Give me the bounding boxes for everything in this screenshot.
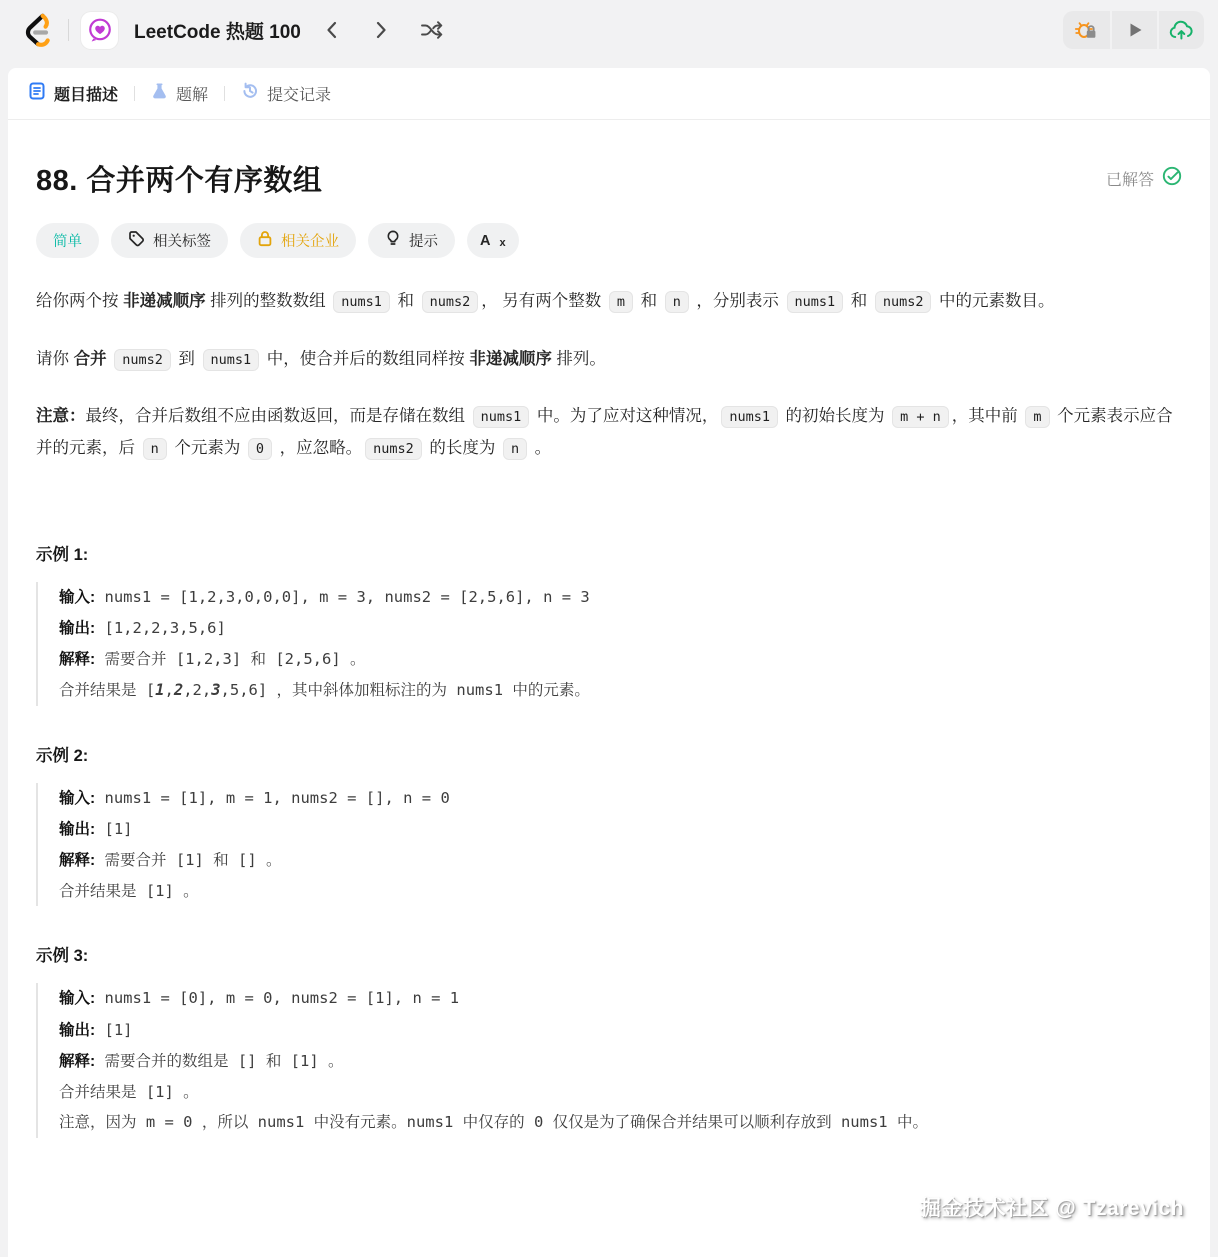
tab-solutions[interactable] <box>151 82 208 105</box>
font-size-label-x: x <box>499 236 506 249</box>
hint-button[interactable] <box>368 223 455 258</box>
description-doc-icon <box>28 82 46 105</box>
flask-icon <box>151 82 168 105</box>
debug-lock-icon[interactable] <box>1063 11 1110 49</box>
top-bar <box>0 0 1218 60</box>
tag-icon <box>128 230 145 251</box>
example-explanation-line: 合并结果是 [1,2,2,3,5,6] ，其中斜体加粗标注的为 nums1 中的元素。 <box>59 681 590 700</box>
example-input-line: 输入: nums1 = [1], m = 1, nums2 = [], n = 0 <box>59 788 450 807</box>
watermark: 掘金技术社区 @ Tzarevich <box>919 1197 1184 1220</box>
tab-submissions-label: 提交记录 <box>267 87 332 104</box>
example-1-heading: 示例 1: <box>36 545 89 564</box>
font-size-label-a: A <box>480 232 491 249</box>
example-input-line: 输入: nums1 = [0], m = 0, nums2 = [1], n = 1 <box>59 989 460 1008</box>
tab-submissions[interactable] <box>241 82 331 105</box>
lock-icon <box>257 230 273 251</box>
example-2-heading: 示例 2: <box>36 746 89 765</box>
example-note-line: 注意，因为 m = 0 ，所以 nums1 中没有元素。nums1 中仅存的 0 仅仅是为了确保合并结果可以顺利存放到 nums1 中。 <box>59 1113 928 1132</box>
example-explanation-line: 解释: 需要合并 [1] 和 [] 。 <box>59 851 282 869</box>
check-circle-icon <box>1162 166 1182 191</box>
solved-label: 已解答 <box>1105 172 1154 189</box>
problem-title: 88. 合并两个有序数组 <box>36 165 323 197</box>
example-3-heading: 示例 3: <box>36 947 89 966</box>
hint-label: 提示 <box>409 234 438 250</box>
example-explanation-line: 合并结果是 [1] 。 <box>59 1083 199 1102</box>
example-1-block <box>36 582 1182 706</box>
tab-description[interactable] <box>28 82 118 105</box>
example-2-block <box>36 783 1182 907</box>
status-badge <box>1106 166 1182 191</box>
related-tags-button[interactable] <box>111 223 228 258</box>
next-problem-button[interactable] <box>363 11 401 49</box>
history-icon <box>241 82 259 105</box>
tab-separator <box>134 86 135 101</box>
tab-separator <box>224 86 225 101</box>
run-submit-toolbar <box>1063 11 1204 49</box>
font-size-button[interactable] <box>467 223 519 258</box>
problem-content <box>8 120 1210 1138</box>
shuffle-icon[interactable] <box>413 11 451 49</box>
description-paragraph: 请你 合并 nums2 到 nums1 中，使合并后的数组同样按 非递减顺序 排列。 <box>36 344 1182 376</box>
related-companies-button[interactable] <box>240 223 356 258</box>
example-output-line: 输出: [1] <box>59 819 133 838</box>
description-paragraph: 给你两个按 非递减顺序 排列的整数数组 nums1 和 nums2 ， 另有两个整数 m 和 n ，分别表示 nums1 和 nums2 中的元素数目。 <box>36 286 1182 318</box>
problem-panel <box>8 68 1210 1257</box>
example-explanation-line: 解释: 需要合并 [1,2,3] 和 [2,5,6] 。 <box>59 650 366 669</box>
topbar-divider <box>68 19 69 41</box>
tab-solutions-label: 题解 <box>176 87 209 104</box>
lightbulb-icon <box>385 230 401 251</box>
collection-title[interactable]: LeetCode 热题 100 <box>134 21 301 43</box>
problem-description <box>36 286 1182 465</box>
meta-pill-row <box>36 223 1182 258</box>
example-explanation-line: 合并结果是 [1] 。 <box>59 882 199 901</box>
example-input-line: 输入: nums1 = [1,2,3,0,0,0], m = 3, nums2 = [2,5,6], n = 3 <box>59 587 590 606</box>
related-companies-label: 相关企业 <box>281 234 339 250</box>
run-play-icon[interactable] <box>1110 11 1157 49</box>
prev-problem-button[interactable] <box>313 11 351 49</box>
example-explanation-line: 解释: 需要合并的数组是 [] 和 [1] 。 <box>59 1051 344 1070</box>
tab-description-label: 题目描述 <box>54 87 119 104</box>
related-tags-label: 相关标签 <box>153 234 211 250</box>
example-output-line: 输出: [1] <box>59 1020 133 1039</box>
example-output-line: 输出: [1,2,2,3,5,6] <box>59 618 226 637</box>
difficulty-label: 简单 <box>53 234 82 250</box>
submit-cloud-upload-icon[interactable] <box>1157 11 1204 49</box>
collection-heart-icon[interactable] <box>81 12 118 49</box>
example-3-block <box>36 983 1182 1137</box>
difficulty-badge[interactable] <box>36 223 99 258</box>
tab-bar <box>8 68 1210 120</box>
leetcode-logo-icon[interactable] <box>16 10 56 50</box>
description-paragraph: 注意：最终，合并后数组不应由函数返回，而是存储在数组 nums1 中。为了应对这种情况， nums1 的初始长度为 m + n ，其中前 m 个元素表示应合并的元素，后 n 个元素为 0 ，应忽略。 nums2 的长度为 n 。 <box>36 401 1182 464</box>
